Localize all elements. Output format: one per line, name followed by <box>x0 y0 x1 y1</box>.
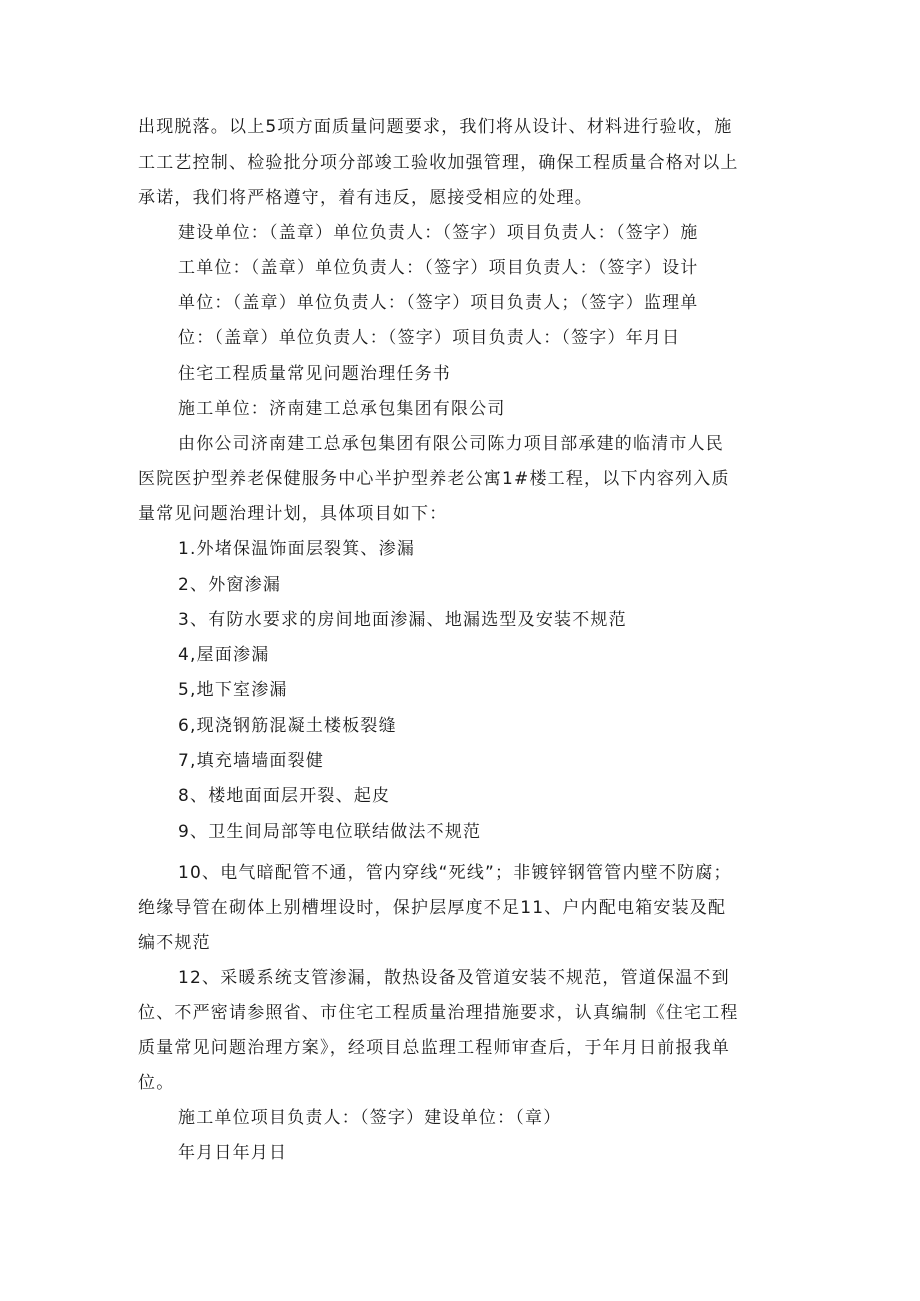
signature-line: 施工单位项目负责人：（签字）建设单位：（章） <box>178 1108 562 1128</box>
text-line: 绝缘导管在砌体上别槽埋设时，保护层厚度不足11、户内配电箱安装及配 <box>138 898 727 918</box>
text-line: 位。 <box>138 1073 175 1093</box>
text-line: 承诺，我们将严格遵守，着有违反，愿接受相应的处理。 <box>138 188 593 208</box>
list-item: 2、外窗渗漏 <box>178 575 282 595</box>
document-title: 住宅工程质量常见问题治理任务书 <box>178 364 451 384</box>
text-line: 编不规范 <box>138 933 211 953</box>
list-item: 8、楼地面面层开裂、起皮 <box>178 786 391 806</box>
text-line: 工工艺控制、检验批分项分部竣工验收加强管理，确保工程质量合格对以上 <box>138 153 739 173</box>
list-item: 12、采暖系统支管渗漏，散热设备及管道安装不规范，管道保温不到 <box>178 968 730 988</box>
list-item: 3、有防水要求的房间地面渗漏、地漏选型及安装不规范 <box>178 610 627 630</box>
list-item: 5,地下室渗漏 <box>178 680 288 700</box>
list-item: 6,现浇钢筋混凝土楼板裂缝 <box>178 716 397 736</box>
text-line: 医院医护型养老保健服务中心半护型养老公寓1#楼工程，以下内容列入质 <box>138 469 730 489</box>
construction-unit: 施工单位：济南建工总承包集团有限公司 <box>178 399 506 419</box>
text-line: 由你公司济南建工总承包集团有限公司陈力项目部承建的临清市人民 <box>178 434 724 454</box>
list-item: 4,屋面渗漏 <box>178 645 270 665</box>
text-line: 单位：（盖章）单位负责人：（签字）项目负责人；（签字）监理单 <box>178 293 699 313</box>
list-item: 1.外堵保温饰面层裂箕、渗漏 <box>178 539 416 559</box>
list-item: 7,填充墙墙面裂健 <box>178 751 325 771</box>
date-line: 年月日年月日 <box>178 1143 288 1163</box>
text-line: 工单位：（盖章）单位负责人：（签字）项目负责人：（签字）设计 <box>178 258 699 278</box>
text-line: 位：（盖章）单位负责人：（签字）项目负责人：（签字）年月日 <box>178 328 681 348</box>
text-line: 量常见问题治理计划，具体项目如下： <box>138 504 448 524</box>
text-line: 质量常见问题治理方案》，经项目总监理工程师审查后，于年月日前报我单 <box>138 1038 731 1058</box>
text-line: 建设单位：（盖章）单位负责人：（签字）项目负责人：（签字）施 <box>178 223 699 243</box>
list-item: 9、卫生间局部等电位联结做法不规范 <box>178 822 482 842</box>
text-line: 位、不严密请参照省、市住宅工程质量治理措施要求，认真编制《住宅工程 <box>138 1003 739 1023</box>
list-item: 10、电气暗配管不通，管内穿线“死线”；非镀锌钢管管内壁不防腐； <box>178 863 732 883</box>
text-line: 出现脱落。以上5项方面质量问题要求，我们将从设计、材料进行验收，施 <box>138 117 733 137</box>
